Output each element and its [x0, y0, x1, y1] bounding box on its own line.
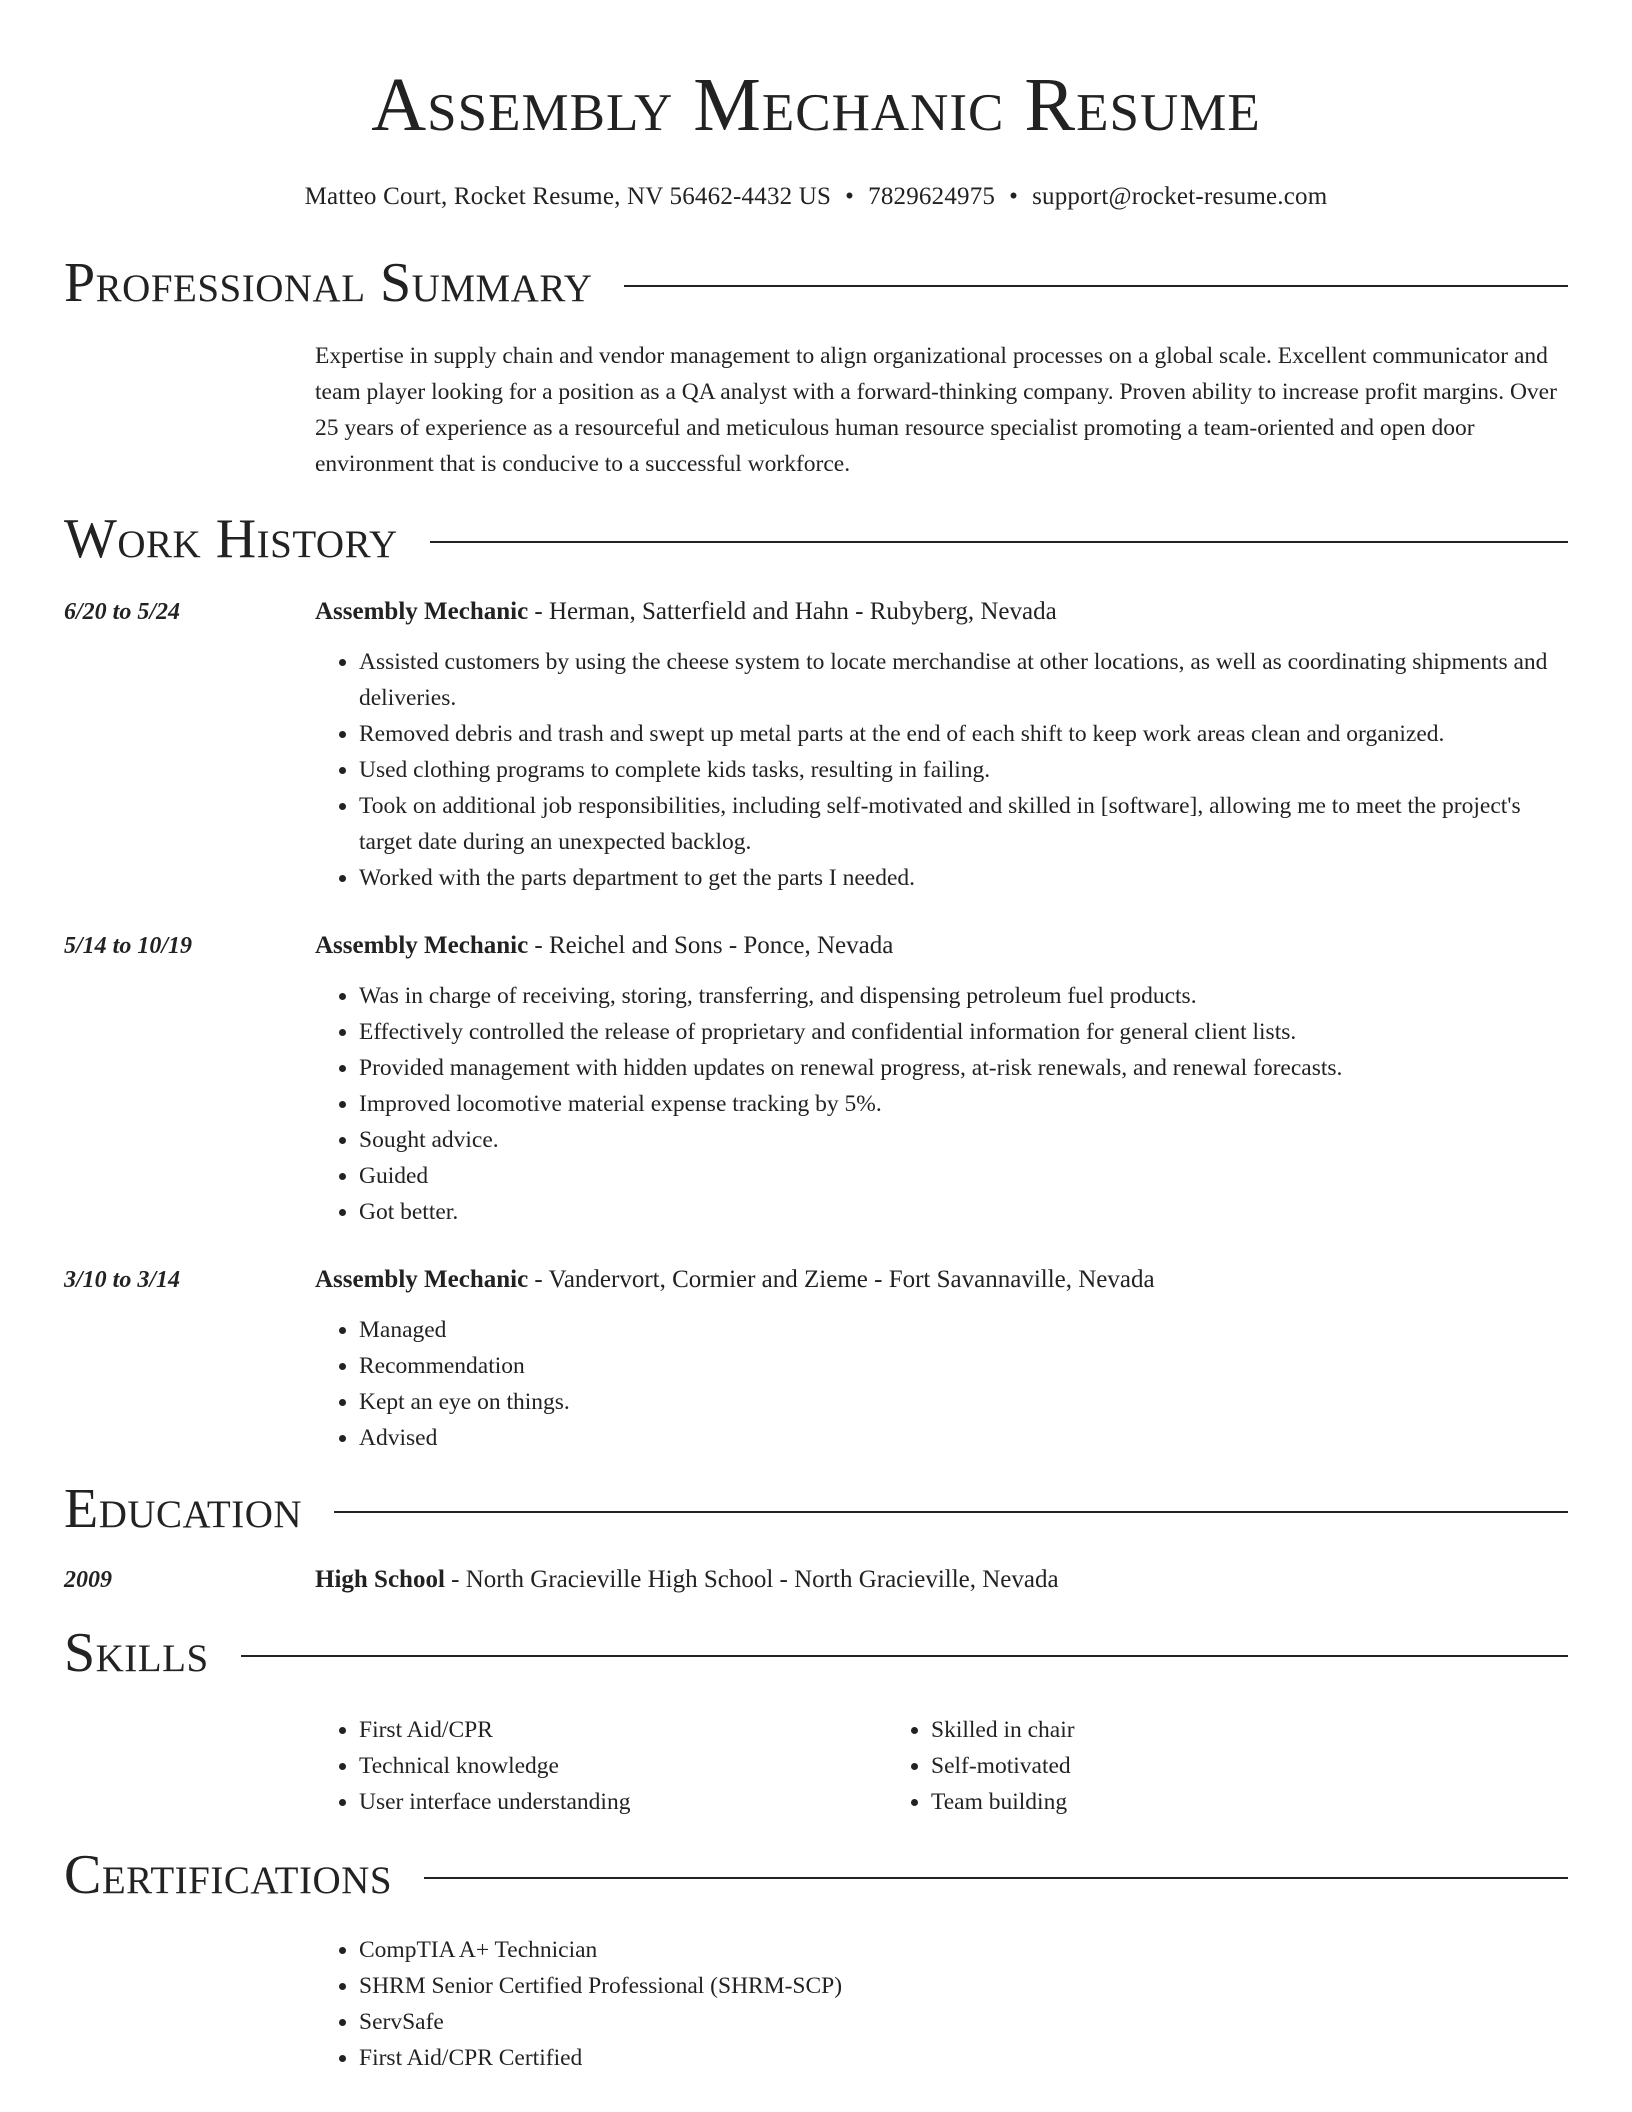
- contact-separator: •: [845, 183, 855, 210]
- list-item: • Worked with the parts department to get the parts I needed.: [359, 860, 1568, 896]
- job-details: - Reichel and Sons - Ponce, Nevada: [528, 932, 894, 959]
- skills-column-right: [887, 1712, 1459, 1820]
- list-item: • Kept an eye on things.: [359, 1384, 1568, 1420]
- education-details: - North Gracieville High School - North Gracieville, Nevada: [444, 1566, 1059, 1593]
- list-item: • Was in charge of receiving, storing, transferring, and dispensing petroleum fuel products.: [359, 978, 1568, 1014]
- list-item: • First Aid/CPR: [359, 1712, 887, 1748]
- section-education-header: [64, 1478, 1568, 1540]
- section-heading: Skills: [64, 1622, 209, 1684]
- education-year: 2009: [64, 1567, 112, 1593]
- contact-address: Matteo Court, Rocket Resume, NV 56462-4432 US: [304, 183, 832, 210]
- job-bullets: [315, 978, 1568, 1230]
- list-item: • Skilled in chair: [931, 1712, 1459, 1748]
- job-bullets: [315, 1312, 1568, 1456]
- list-item: • Assisted customers by using the cheese system to locate merchandise at other locations, as well as coordinating shipments and deliveries.: [359, 644, 1568, 716]
- list-item: • Took on additional job responsibilities, including self-motivated and skilled in [software], allowing me to meet the project's target date during an unexpected backlog.: [359, 788, 1568, 860]
- certifications-list: [315, 1932, 1568, 2076]
- list-item: • First Aid/CPR Certified: [359, 2040, 1568, 2076]
- job-heading: [315, 928, 1568, 964]
- section-heading: Certifications: [64, 1844, 393, 1906]
- certifications-items: [315, 1932, 1568, 2076]
- section-divider: [430, 541, 1568, 543]
- list-item: • Recommendation: [359, 1348, 1568, 1384]
- section-certifications-header: [64, 1844, 1568, 1906]
- contact-separator: •: [1009, 183, 1019, 210]
- job-bullets: [315, 644, 1568, 896]
- skills-list: [315, 1712, 1568, 1820]
- education-degree: High School: [315, 1566, 445, 1593]
- section-skills-header: [64, 1622, 1568, 1684]
- section-work-header: [64, 508, 1568, 570]
- list-item: • User interface understanding: [359, 1784, 887, 1820]
- resume-title: Assembly Mechanic Resume: [371, 63, 1261, 147]
- job-dates: 5/14 to 10/19: [64, 933, 193, 959]
- list-item: • CompTIA A+ Technician: [359, 1932, 1568, 1968]
- list-item: • Provided management with hidden updates on renewal progress, at-risk renewals, and renewal forecasts.: [359, 1050, 1568, 1086]
- list-item: • Self-motivated: [931, 1748, 1459, 1784]
- job-dates: 3/10 to 3/14: [64, 1267, 181, 1293]
- list-item: • Effectively controlled the release of proprietary and confidential information for general client lists.: [359, 1014, 1568, 1050]
- list-item: • Guided: [359, 1158, 1568, 1194]
- job-heading: [315, 594, 1568, 630]
- skills-column-left: [315, 1712, 887, 1820]
- section-divider: [334, 1511, 1568, 1513]
- education-heading: [315, 1562, 1568, 1598]
- job-title: Assembly Mechanic: [315, 1266, 529, 1293]
- job-heading: [315, 1262, 1568, 1298]
- list-item: • Sought advice.: [359, 1122, 1568, 1158]
- contact-phone: 7829624975: [868, 183, 996, 210]
- section-divider: [241, 1655, 1568, 1657]
- list-item: • Removed debris and trash and swept up metal parts at the end of each shift to keep work areas clean and organized.: [359, 716, 1568, 752]
- section-heading: Education: [64, 1478, 303, 1540]
- list-item: • Improved locomotive material expense tracking by 5%.: [359, 1086, 1568, 1122]
- contact-email: support@rocket-resume.com: [1032, 183, 1328, 210]
- section-heading: Professional Summary: [64, 252, 593, 314]
- job-dates: 6/20 to 5/24: [64, 599, 181, 625]
- job-entry: [64, 1262, 1568, 1456]
- job-entry: [64, 594, 1568, 896]
- job-details: - Herman, Satterfield and Hahn - Rubyberg, Nevada: [528, 598, 1057, 625]
- job-title: Assembly Mechanic: [315, 932, 529, 959]
- list-item: • ServSafe: [359, 2004, 1568, 2040]
- list-item: • Managed: [359, 1312, 1568, 1348]
- contact-line: [64, 182, 1568, 212]
- list-item: • Got better.: [359, 1194, 1568, 1230]
- list-item: • Team building: [931, 1784, 1459, 1820]
- summary-text: Expertise in supply chain and vendor management to align organizational processes on a global scale. Excellent communicator and team player looking for a position as a QA analyst with a forward-thinking company. Proven ability to increase profit margins. Over 25 years of experience as a resourceful and meticulous human resource specialist promoting a team-oriented and open door environment that is conducive to a successful workforce.: [315, 343, 1557, 477]
- education-entry: [64, 1562, 1568, 1598]
- section-heading: Work History: [64, 508, 398, 570]
- job-title: Assembly Mechanic: [315, 598, 529, 625]
- job-entry: [64, 928, 1568, 1230]
- list-item: • Technical knowledge: [359, 1748, 887, 1784]
- section-divider: [624, 285, 1568, 287]
- section-summary-header: [64, 252, 1568, 314]
- list-item: • SHRM Senior Certified Professional (SHRM-SCP): [359, 1968, 1568, 2004]
- list-item: • Advised: [359, 1420, 1568, 1456]
- job-details: - Vandervort, Cormier and Zieme - Fort Savannaville, Nevada: [528, 1266, 1155, 1293]
- list-item: • Used clothing programs to complete kids tasks, resulting in failing.: [359, 752, 1568, 788]
- section-divider: [424, 1877, 1568, 1879]
